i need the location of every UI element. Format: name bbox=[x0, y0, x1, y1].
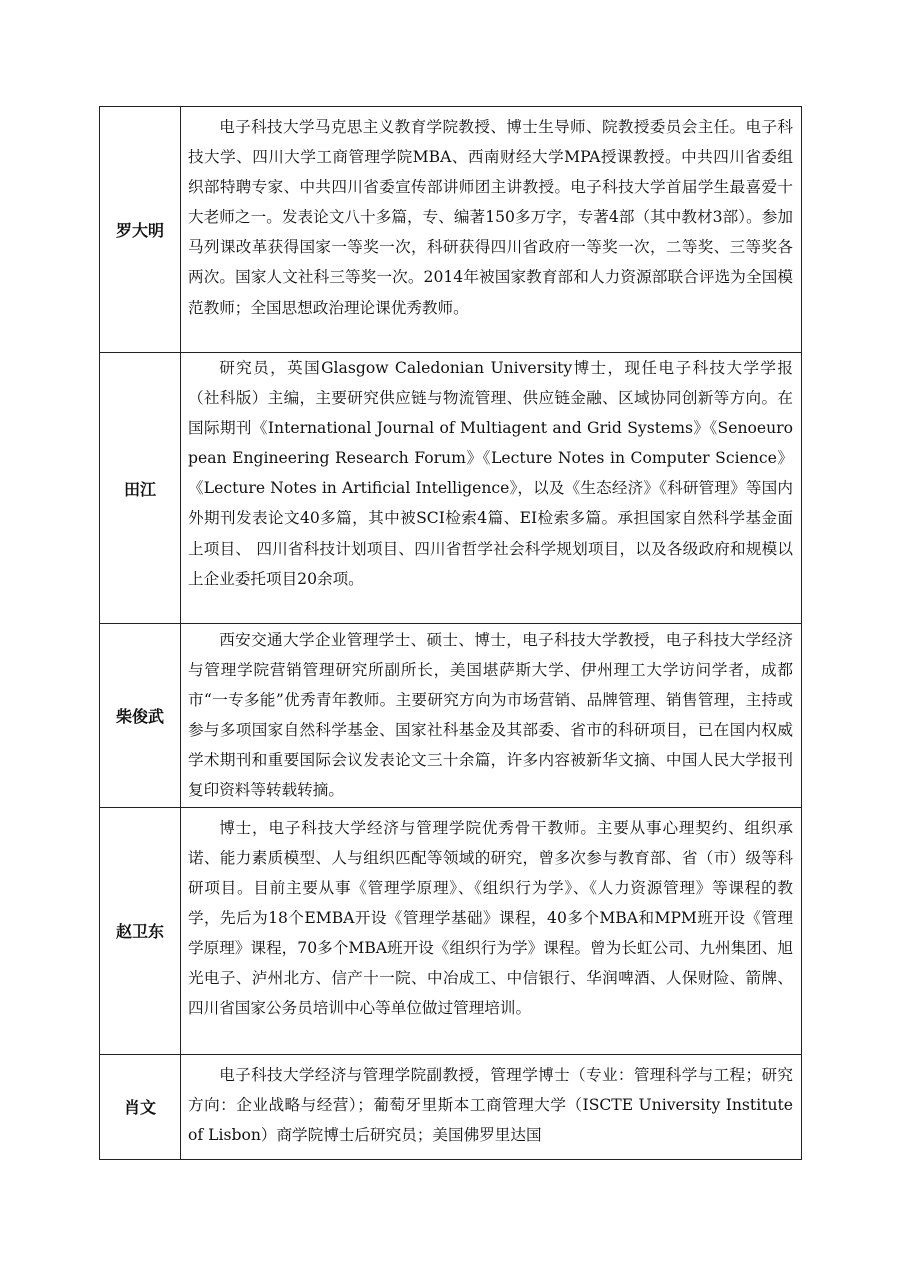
bio-cell bbox=[181, 107, 802, 353]
table-row bbox=[100, 353, 802, 624]
faculty-name: 田江 bbox=[123, 479, 156, 499]
faculty-bio: 研究员，英国Glasgow Caledonian University博士，现任电子科技大学学报（社科版）主编，主要研究供应链与物流管理、供应链金融、区域协同创新等方向。在国际期刊《International Journal of Multiagent and Grid Systems》《Senoeuropean Engineering Research Forum》《Lecture Notes in Computer Science》《Lecture Notes in Artificial Intelligence》，以及《生态经济》《科研管理》等国内外期刊发表论文40多篇，其中被SCI检索4篇、EI检索多篇。承担国家自然科学基金面上项目、 四川省科技计划项目、四川省哲学社会科学规划项目，以及各级政府和规模以上企业委托项目20余项。 bbox=[188, 359, 793, 588]
name-cell bbox=[100, 353, 181, 624]
faculty-bio: 电子科技大学马克思主义教育学院教授、博士生导师、院教授委员会主任。电子科技大学、四川大学工商管理学院MBA、西南财经大学MPA授课教授。中共四川省委组织部特聘专家、中共四川省委宣传部讲师团主讲教授。电子科技大学首届学生最喜爱十大老师之一。发表论文八十多篇，专、编著150多万字，专著4部（其中教材3部）。参加马列课改革获得国家一等奖一次，科研获得四川省政府一等奖一次，二等奖、三等奖各两次。国家人文社科三等奖一次。2014年被国家教育部和人力资源部联合评选为全国模范教师；全国思想政治理论课优秀教师。 bbox=[188, 118, 793, 317]
faculty-table bbox=[99, 106, 802, 1160]
bio-cell bbox=[181, 1054, 802, 1159]
table-row bbox=[100, 624, 802, 808]
bio-cell bbox=[181, 353, 802, 624]
faculty-name: 柴俊武 bbox=[115, 706, 164, 726]
faculty-bio: 博士，电子科技大学经济与管理学院优秀骨干教师。主要从事心理契约、组织承诺、能力素质模型、人与组织匹配等领域的研究，曾多次参与教育部、省（市）级等科研项目。目前主要从事《管理学原理》、《组织行为学》、《人力资源管理》等课程的教学，先后为18个EMBA开设《管理学基础》课程，40多个MBA和MPM班开设《管理学原理》课程，70多个MBA班开设《组织行为学》课程。曾为长虹公司、九州集团、旭光电子、泸州北方、信产十一院、中冶成工、中信银行、华润啤酒、人保财险、箭牌、四川省国家公务员培训中心等单位做过管理培训。 bbox=[188, 818, 793, 1018]
faculty-name: 赵卫东 bbox=[115, 922, 164, 942]
name-cell bbox=[100, 1054, 181, 1159]
faculty-name: 罗大明 bbox=[115, 221, 164, 240]
bio-cell bbox=[181, 624, 802, 808]
name-cell bbox=[100, 624, 181, 808]
table-row bbox=[100, 1054, 802, 1159]
faculty-bio: 西安交通大学企业管理学士、硕士、博士，电子科技大学教授，电子科技大学经济与管理学院营销管理研究所副所长，美国堪萨斯大学、伊州理工大学访问学者，成都市“一专多能”优秀青年教师。主要研究方向为市场营销、品牌管理、销售管理，主持或参与多项国家自然科学基金、国家社科基金及其部委、省市的科研项目，已在国内权威学术期刊和重要国际会议发表论文三十余篇，许多内容被新华文摘、中国人民大学报刊复印资料等转载转摘。 bbox=[188, 631, 793, 800]
faculty-bio: 电子科技大学经济与管理学院副教授，管理学博士（专业：管理科学与工程；研究方向：企业战略与经营）；葡萄牙里斯本工商管理大学（ISCTE University Institute of Lisbon）商学院博士后研究员；美国佛罗里达国 bbox=[188, 1065, 793, 1144]
name-cell bbox=[100, 107, 181, 353]
table-row bbox=[100, 107, 802, 353]
table-row bbox=[100, 807, 802, 1054]
faculty-name: 肖文 bbox=[123, 1098, 156, 1118]
name-cell bbox=[100, 807, 181, 1054]
bio-cell bbox=[181, 807, 802, 1054]
